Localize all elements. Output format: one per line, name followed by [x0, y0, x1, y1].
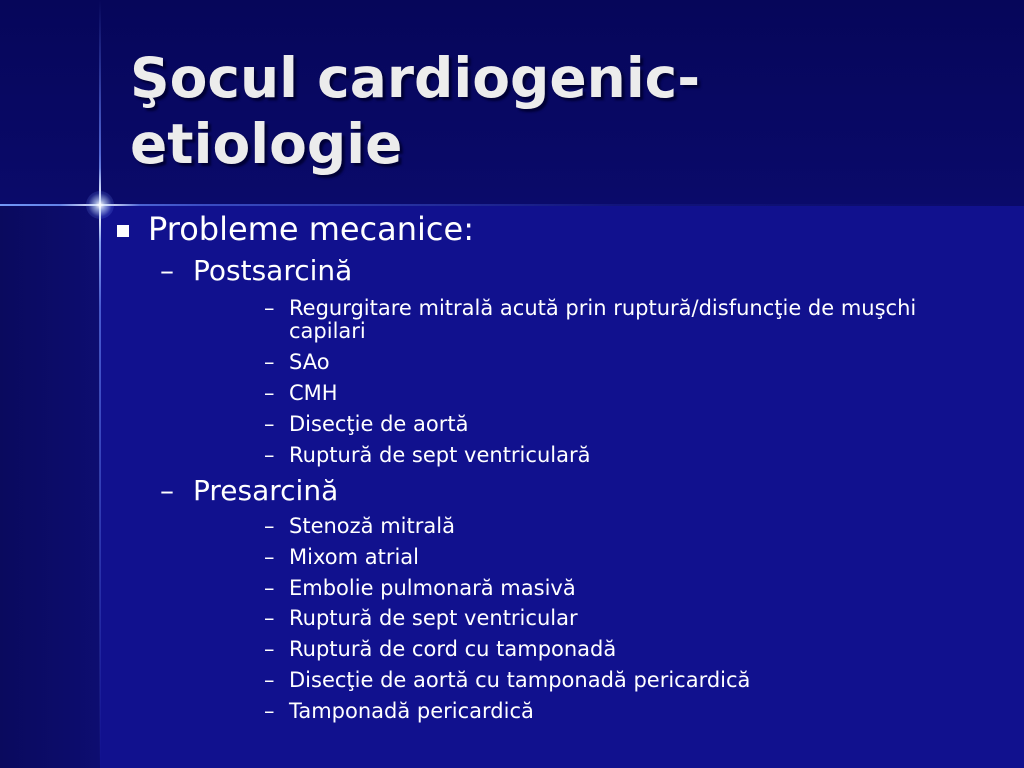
dash-marker: –: [264, 606, 275, 630]
dash-marker: –: [160, 474, 174, 507]
list-item: [264, 669, 984, 692]
dash-marker: –: [264, 514, 275, 538]
slide-title-line-1: Şocul cardiogenic-: [130, 46, 701, 110]
list-item-text: Ruptură de sept ventriculară: [289, 443, 591, 467]
list-item-text: Disecţie de aortă: [289, 412, 469, 436]
list-item: [264, 444, 984, 467]
list-item: [264, 607, 984, 630]
list-item: [264, 577, 984, 600]
dash-marker: –: [264, 381, 275, 405]
list-item-text: Ruptură de sept ventricular: [289, 606, 578, 630]
dash-marker: –: [264, 637, 275, 661]
dash-marker: –: [264, 668, 275, 692]
list-item: [264, 638, 984, 661]
dash-marker: –: [264, 412, 275, 436]
dash-marker: –: [264, 443, 275, 467]
slide-title-line-2: etiologie: [130, 112, 403, 176]
list-item: [264, 382, 984, 405]
list-item-text: Disecţie de aortă cu tamponadă pericardică: [289, 668, 751, 692]
bullet-level-1-text: Probleme mecanice:: [148, 210, 474, 248]
list-item-text: Embolie pulmonară masivă: [289, 576, 576, 600]
list-item: [264, 297, 984, 343]
list-item: [264, 515, 984, 538]
list-item-text: Regurgitare mitrală acută prin ruptură/disfuncţie de muşchi capilari: [289, 296, 917, 343]
square-bullet-icon: [117, 225, 129, 237]
group-heading-text: Postsarcină: [193, 254, 353, 287]
list-item-text: Tamponadă pericardică: [289, 699, 534, 723]
dash-marker: –: [264, 350, 275, 374]
dash-marker: –: [160, 254, 174, 287]
list-item-text: Ruptură de cord cu tamponadă: [289, 637, 617, 661]
dash-marker: –: [264, 296, 275, 320]
list-item-text: Mixom atrial: [289, 545, 419, 569]
dash-marker: –: [264, 545, 275, 569]
dash-marker: –: [264, 576, 275, 600]
dash-marker: –: [264, 699, 275, 723]
list-item: [264, 413, 984, 436]
list-item: [264, 546, 984, 569]
group-heading-text: Presarcină: [193, 474, 339, 507]
list-item: [264, 700, 984, 723]
list-item-text: Stenoză mitrală: [289, 514, 455, 538]
list-item-text: SAo: [289, 350, 330, 374]
list-item: [264, 351, 984, 374]
list-item-text: CMH: [289, 381, 338, 405]
